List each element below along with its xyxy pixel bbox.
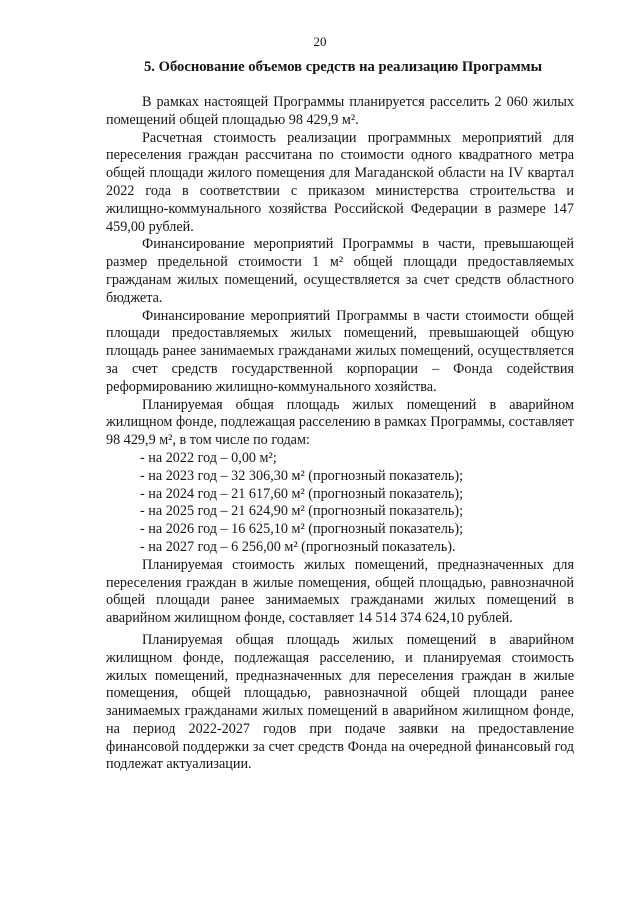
section-title: 5. Обоснование объемов средств на реализацию Программы — [144, 59, 542, 75]
list-item-2026: - на 2026 год – 16 625,10 м² (прогнозный показатель); — [140, 521, 464, 538]
document-body — [106, 94, 574, 774]
paragraph-estimated-cost: Расчетная стоимость реализации программных мероприятий для переселения граждан рассчитана по стоимости одного квадратного метра общей площади жилого помещения для Магаданской области на IV квартал 2022 года в соответствии с приказом министерства строительства и жилищно-коммунального хозяйства Российской Федерации в размере 147 459,00 рублей. — [106, 129, 574, 235]
list-item-2027: - на 2027 год – 6 256,00 м² (прогнозный показатель). — [140, 538, 456, 555]
paragraph-fund-financing: Финансирование мероприятий Программы в части стоимости общей площади предоставляемых жилых помещений, превышающей общую площадь ранее занимаемых гражданами жилых помещений, осуществляется за счет средств государственной корпорации – Фонда содействия реформированию жилищно-коммунального хозяйства. — [106, 307, 574, 395]
list-item-2025: - на 2025 год – 21 624,90 м² (прогнозный показатель); — [140, 503, 464, 520]
paragraph-regional-budget-funding: Финансирование мероприятий Программы в части, превышающей размер предельной стоимости 1 м² общей площади предоставляемых гражданам жилых помещений, осуществляется за счет средств областного бюджета. — [106, 236, 574, 306]
list-item-2023: - на 2023 год – 32 306,30 м² (прогнозный показатель); — [140, 467, 464, 484]
paragraph-resettlement-plan: В рамках настоящей Программы планируется расселить 2 060 жилых помещений общей площадью 98 429,9 м². — [106, 94, 574, 128]
list-item-2022: - на 2022 год – 0,00 м²; — [140, 449, 277, 466]
list-item-2024: - на 2024 год – 21 617,60 м² (прогнозный показатель); — [140, 485, 464, 502]
paragraph-planned-area: Планируемая общая площадь жилых помещений в аварийном жилищном фонде, подлежащая расселению в рамках Программы, составляет 98 429,9 м², в том числе по годам: — [106, 396, 574, 449]
paragraph-planned-cost: Планируемая стоимость жилых помещений, предназначенных для переселения граждан в жилые помещения, общей площадью, равнозначной общей площади ранее занимаемых гражданами жилых помещений в аварийном жилищном фонде, составляет 14 514 374 624,10 рублей. — [106, 556, 574, 627]
years-area-list — [106, 450, 574, 557]
paragraph-actualization: Планируемая общая площадь жилых помещений в аварийном жилищном фонде, подлежащая расселению, и планируемая стоимость жилых помещений, предназначенных для переселения граждан в жилые помещения, общей площадью, равнозначной общей площади ранее занимаемых гражданами жилых помещений в аварийном жилищном фонде, на период 2022-2027 годов при подаче заявки на предоставление финансовой поддержки за счет средств Фонда на очередной финансовый год подлежат актуализации. — [106, 631, 574, 773]
page-number: 20 — [313, 34, 327, 49]
